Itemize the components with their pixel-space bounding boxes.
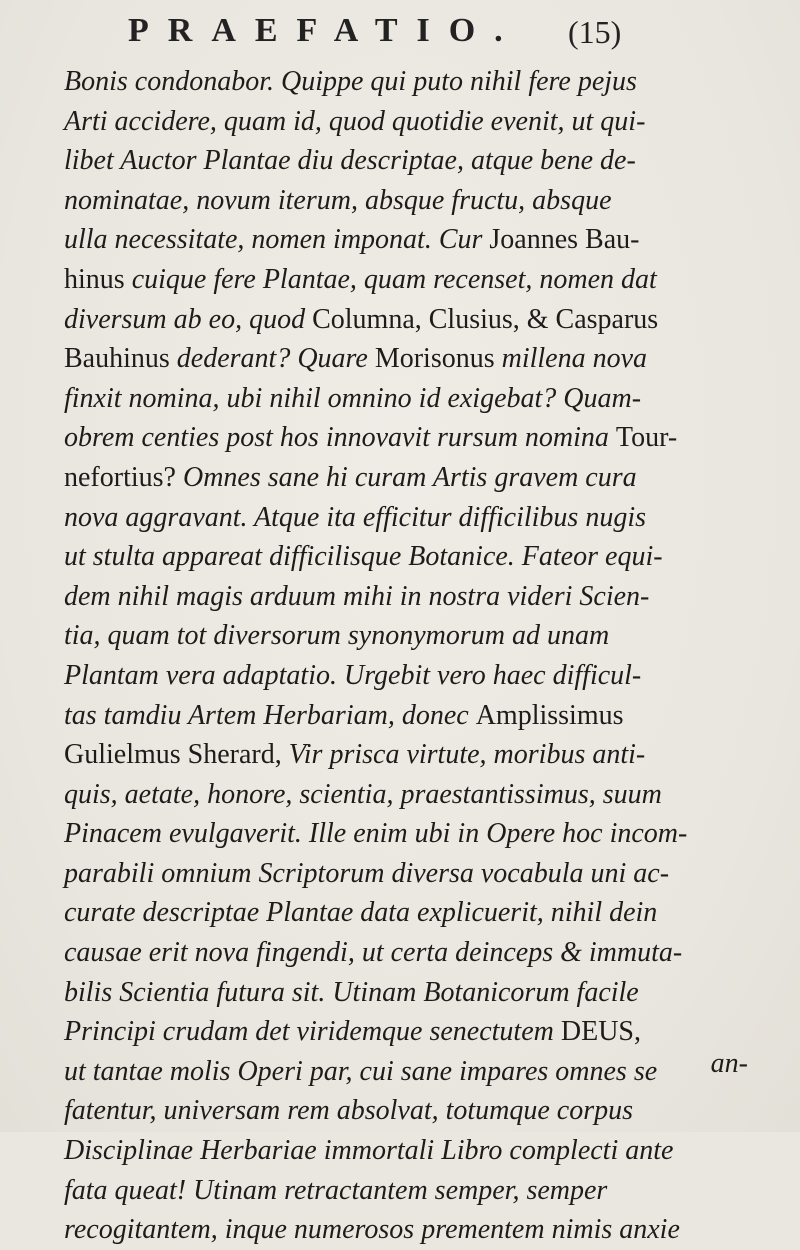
text-line <box>64 181 724 221</box>
text-segment: Pinacem evulgaverit. Ille enim ubi in Opere hoc incom- <box>64 818 688 850</box>
text-segment: libet Auctor Plantae diu descriptae, atque bene de- <box>64 145 636 177</box>
text-segment: tas tamdiu Artem Herbariam, donec <box>64 699 476 731</box>
text-segment: ut tantae molis Operi par, cui sane impares omnes se <box>64 1055 658 1087</box>
text-line <box>64 220 724 260</box>
text-line <box>64 1131 724 1171</box>
text-line <box>64 1210 724 1250</box>
text-segment: Morisonus <box>374 343 502 375</box>
text-segment: Bauhinus <box>64 343 177 375</box>
text-segment: curate descriptae Plantae data explicuerit, nihil dein <box>64 897 658 929</box>
text-segment: nefortius? <box>64 461 183 493</box>
text-segment: ulla necessitate, nomen imponat. Cur <box>64 224 490 256</box>
text-line <box>64 814 724 854</box>
text-line <box>64 1171 724 1211</box>
text-line <box>64 339 724 379</box>
text-segment: Tour- <box>615 422 678 454</box>
text-line <box>64 973 724 1013</box>
text-segment: hinus <box>64 263 132 295</box>
text-line <box>64 1091 724 1131</box>
text-segment: Columna, Clusius, & Casparus <box>312 303 659 335</box>
text-segment: dem nihil magis arduum mihi in nostra videri Scien- <box>64 580 650 612</box>
text-line <box>64 1052 724 1092</box>
text-line <box>64 458 724 498</box>
text-segment: dederant? Quare <box>176 343 375 375</box>
text-line <box>64 537 724 577</box>
text-line <box>64 260 724 300</box>
page-number: (15) <box>568 14 622 50</box>
text-line <box>64 379 724 419</box>
text-segment: tia, quam tot diversorum synonymorum ad unam <box>64 620 610 652</box>
text-segment: DEUS, <box>560 1016 641 1048</box>
text-segment: nominatae, novum iterum, absque fructu, absque <box>64 184 612 216</box>
text-segment: Omnes sane hi curam Artis gravem cura <box>182 461 637 493</box>
text-segment: Bonis condonabor. Quippe qui puto nihil fere pejus <box>64 66 637 97</box>
text-segment: finxit nomina, ubi nihil omnino id exigebat? Quam- <box>64 382 642 414</box>
text-segment: millena nova <box>501 343 648 375</box>
text-segment: fata queat! Utinam retractantem semper, semper <box>64 1174 608 1206</box>
text-line <box>64 933 724 973</box>
text-line <box>64 102 724 142</box>
text-line <box>64 616 724 656</box>
text-line <box>64 735 724 775</box>
running-title: PRAEFATIO. <box>128 12 522 49</box>
text-segment: quis, aetate, honore, scientia, praestantissimus, suum <box>64 778 662 810</box>
text-line <box>64 1012 724 1052</box>
text-segment: fatentur, universam rem absolvat, totumque corpus <box>64 1095 634 1127</box>
text-line <box>64 854 724 894</box>
text-segment: cuique fere Plantae, quam recenset, nomen dat <box>131 263 657 295</box>
page-header <box>100 6 660 62</box>
text-segment: recogitantem, inque numerosos prementem nimis anxie <box>64 1214 680 1246</box>
text-segment: causae erit nova fingendi, ut certa deinceps & immuta- <box>64 937 683 969</box>
text-line <box>64 498 724 538</box>
text-segment: Gulielmus Sherard, <box>64 739 289 771</box>
text-segment: Plantam vera adaptatio. Urgebit vero haec difficul- <box>64 659 642 691</box>
text-segment: parabili omnium Scriptorum diversa vocabula uni ac- <box>64 857 670 889</box>
text-line <box>64 696 724 736</box>
text-line <box>64 141 724 181</box>
text-segment: nova aggravant. Atque ita efficitur difficilibus nugis <box>64 501 646 533</box>
text-line <box>64 775 724 815</box>
text-line <box>64 577 724 617</box>
text-segment: Joannes Bau- <box>489 224 640 256</box>
text-segment: bilis Scientia futura sit. Utinam Botanicorum facile <box>64 976 639 1008</box>
text-line <box>64 300 724 340</box>
text-segment: Vir prisca virtute, moribus anti- <box>288 739 646 771</box>
text-segment: Amplissimus <box>475 699 624 731</box>
text-segment: obrem centies post hos innovavit rursum nomina <box>64 422 616 454</box>
text-line <box>64 656 724 696</box>
text-line <box>64 62 724 102</box>
text-line <box>64 418 724 458</box>
text-segment: Principi crudam det viridemque senectutem <box>64 1016 561 1048</box>
catchword: an- <box>710 1048 748 1079</box>
text-line <box>64 893 724 933</box>
text-segment: Disciplinae Herbariae immortali Libro complecti ante <box>64 1135 674 1167</box>
body-text <box>64 62 724 1250</box>
text-segment: ut stulta appareat difficilisque Botanice. Fateor equi- <box>64 541 663 573</box>
text-segment: Arti accidere, quam id, quod quotidie evenit, ut qui- <box>64 105 646 137</box>
text-segment: diversum ab eo, quod <box>64 303 313 335</box>
